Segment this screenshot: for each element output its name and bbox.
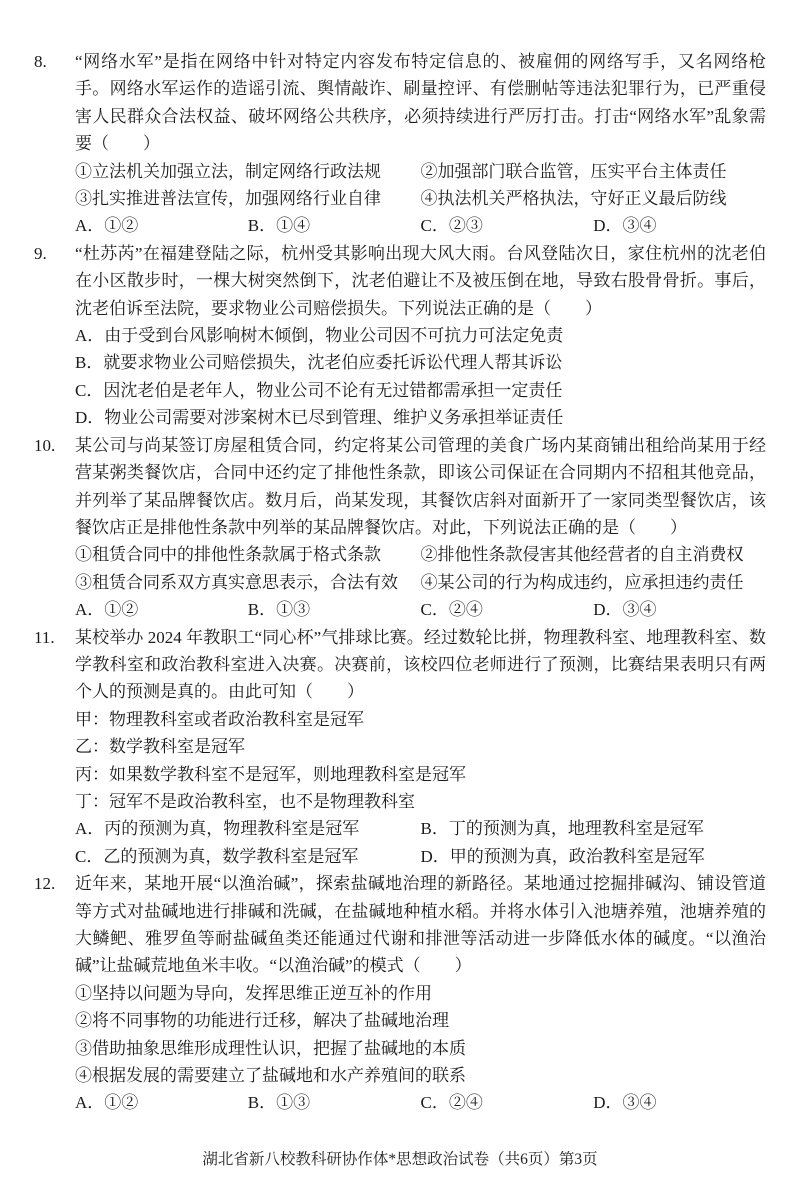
question-number: 11. <box>34 627 55 647</box>
statement-list <box>75 158 766 213</box>
statement-list <box>75 980 766 1090</box>
choice-option: C．②④ <box>420 600 483 620</box>
choice-option: D．③④ <box>593 600 657 620</box>
question-number: 8. <box>34 52 47 71</box>
question-10 <box>34 432 766 624</box>
statement: ②排他性条款侵害其他经营者的自主消费权 <box>420 545 744 565</box>
choice-option: D．③④ <box>593 1093 657 1113</box>
choice-list <box>75 1089 766 1116</box>
question-11 <box>34 624 766 871</box>
statement: ④执法机关严格执法，守好正义最后防线 <box>420 189 727 209</box>
choice-option: B．①③ <box>247 1093 311 1113</box>
question-8 <box>34 48 766 240</box>
statement: ①租赁合同中的排他性条款属于格式条款 <box>75 545 381 565</box>
choice-option: A．由于受到台风影响树木倾倒，物业公司因不可抗力可法定免责 <box>75 326 564 346</box>
choice-option: A．①② <box>75 600 139 620</box>
statement-list <box>75 541 766 596</box>
statement: ③借助抽象思维形成理性认识，把握了盐碱地的本质 <box>75 1038 466 1058</box>
prediction: 乙：数学教科室是冠军 <box>75 737 245 757</box>
statement: ①坚持以问题为导向，发挥思维正逆互补的作用 <box>75 983 432 1003</box>
question-stem: 某公司与尚某签订房屋租赁合同，约定将某公司管理的美食广场内某商铺出租给尚某用于经营某粥类餐饮店，合同中还约定了排他性条款，即该公司保证在合同期内不招租其他竞品，并列举了某品牌餐饮店。数月后，尚某发现，其餐饮店斜对面新开了一家同类型餐饮店，该餐饮店正是排他性条款中列举的某品牌餐饮店。对此，下列说法正确的是（ ） <box>75 435 766 537</box>
statement: ①立法机关加强立法，制定网络行政法规 <box>75 161 381 181</box>
choice-option: D．③④ <box>593 216 657 236</box>
choice-option: D．甲的预测为真，政治教科室是冠军 <box>420 846 705 866</box>
statement: ②将不同事物的功能进行迁移，解决了盐碱地治理 <box>75 1011 449 1031</box>
question-stem: “杜苏芮”在福建登陆之际，杭州受其影响出现大风大雨。台风登陆次日，家住杭州的沈老伯在小区散步时，一棵大树突然倒下，沈老伯避让不及被压倒在地，导致右股骨骨折。事后，沈老伯诉至法院，要求物业公司赔偿损失。下列说法正确的是（ ） <box>75 243 766 318</box>
question-9 <box>34 240 766 432</box>
choice-option: C．②④ <box>420 1093 483 1113</box>
choice-option: D．物业公司需要对涉案树木已尽到管理、维护义务承担举证责任 <box>75 408 564 428</box>
question-number: 10. <box>34 435 56 455</box>
choice-option: C．乙的预测为真，数学教科室是冠军 <box>75 846 359 866</box>
statement: ④根据发展的需要建立了盐碱地和水产养殖间的联系 <box>75 1066 466 1086</box>
statement: ②加强部门联合监管，压实平台主体责任 <box>420 161 727 181</box>
page-footer: 湖北省新八校教科研协作体*思想政治试卷（共6页）第3页 <box>202 1151 598 1168</box>
choice-list <box>75 322 766 432</box>
choice-list <box>75 596 766 623</box>
choice-option: C．②③ <box>420 216 483 236</box>
choice-option: B．丁的预测为真，地理教科室是冠军 <box>420 819 704 839</box>
choice-option: B．就要求物业公司赔偿损失，沈老伯应委托诉讼代理人帮其诉讼 <box>75 353 563 373</box>
choice-option: B．①③ <box>247 600 311 620</box>
question-stem: “网络水军”是指在网络中针对特定内容发布特定信息的、被雇佣的网络写手，又名网络枪手。网络水军运作的造谣引流、舆情敲诈、刷量控评、有偿删帖等违法犯罪行为，已严重侵害人民群众合法权益、破坏网络公共秩序，必须持续进行严厉打击。打击“网络水军”乱象需要（ ） <box>75 52 766 154</box>
prediction: 丙：如果数学教科室不是冠军，则地理教科室是冠军 <box>75 764 466 784</box>
statement: ③租赁合同系双方真实意思表示，合法有效 <box>75 572 398 592</box>
choice-option: A．①② <box>75 1093 139 1113</box>
statement: ④某公司的行为构成违约，应承担违约责任 <box>420 572 744 592</box>
question-12 <box>34 870 766 1117</box>
choice-option: C．因沈老伯是老年人，物业公司不论有无过错都需承担一定责任 <box>75 380 563 400</box>
choice-option: A．丙的预测为真，物理教科室是冠军 <box>75 819 360 839</box>
prediction: 丁：冠军不是政治教科室，也不是物理教科室 <box>75 791 415 811</box>
choice-option: A．①② <box>75 216 139 236</box>
choice-list <box>75 212 766 239</box>
statement: ③扎实推进普法宣传，加强网络行业自律 <box>75 189 381 209</box>
choice-list <box>75 815 766 870</box>
choice-option: B．①④ <box>247 216 311 236</box>
question-number: 9. <box>34 243 47 263</box>
question-number: 12. <box>34 874 56 894</box>
question-stem: 近年来，某地开展“以渔治碱”，探索盐碱地治理的新路径。某地通过挖掘排碱沟、铺设管道等方式对盐碱地进行排碱和洗碱，在盐碱地种植水稻。并将水体引入池塘养殖，池塘养殖的大鳞鲃、雅罗鱼等耐盐碱鱼类还能通过代谢和排泄等活动进一步降低水体的碱度。“以渔治碱”让盐碱荒地鱼米丰收。“以渔治碱”的模式（ ） <box>75 874 766 976</box>
prediction: 甲：物理教科室或者政治教科室是冠军 <box>75 709 364 729</box>
question-stem: 某校举办 2024 年教职工“同心杯”气排球比赛。经过数轮比拼，物理教科室、地理教科室、数学教科室和政治教科室进入决赛。决赛前，该校四位老师进行了预测，比赛结果表明只有两个人的预测是真的。由此可知（ ） <box>75 627 766 702</box>
prediction-list <box>75 706 766 816</box>
